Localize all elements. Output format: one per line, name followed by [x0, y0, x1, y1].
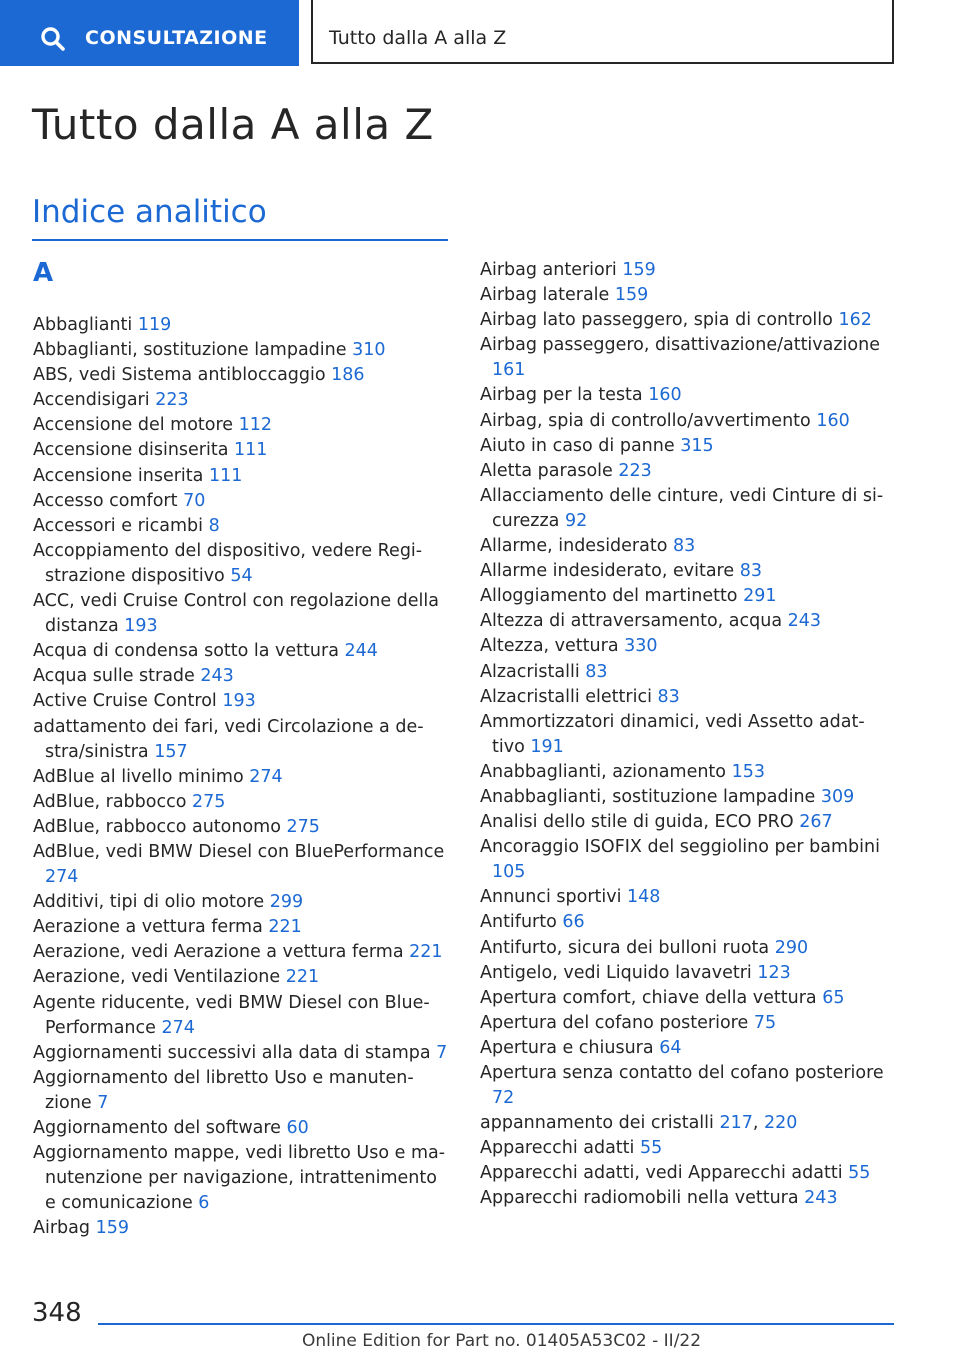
index-entry-text: Abbaglianti [33, 315, 133, 335]
page-reference-link[interactable]: 6 [198, 1193, 210, 1214]
index-entry [33, 338, 451, 363]
page-reference-link[interactable]: 243 [787, 611, 822, 632]
page-reference-link[interactable]: 223 [155, 390, 189, 411]
page-reference-link[interactable]: 83 [739, 561, 762, 582]
index-entry [33, 589, 451, 639]
index-column-right [480, 258, 890, 1212]
index-entry [480, 559, 890, 584]
index-entry-text: Aiuto in caso di panne [480, 435, 675, 456]
index-entry [480, 333, 890, 383]
page-reference-link[interactable]: 55 [848, 1163, 871, 1184]
index-entry [33, 1041, 451, 1066]
index-entry-text: Aggiornamento mappe, vedi libretto Uso e manutenzione per navigazione, intrattenimento e comunicazione [33, 1143, 446, 1214]
index-entry-text: Accessori e ricambi [33, 515, 203, 536]
index-entry-text: Acqua di condensa sotto la vettura [33, 641, 339, 662]
section-title: Indice analitico [32, 194, 267, 230]
index-entry-text: Airbag anteriori [480, 260, 617, 280]
page-reference-link[interactable]: 161 [492, 360, 526, 381]
index-entry-text: Airbag passeggero, disattivazione/attivazione [480, 335, 880, 356]
index-entry-text: Accoppiamento del dispositivo, vedere Registrazione dispositivo [33, 540, 423, 586]
page-reference-link[interactable]: 92 [564, 510, 588, 531]
index-entry-text: Apertura e chiusura [480, 1037, 654, 1058]
page-reference-link[interactable]: 83 [585, 661, 608, 682]
index-entry [480, 609, 890, 634]
index-entry [33, 489, 451, 514]
index-entry [480, 961, 890, 986]
index-entry [33, 1141, 451, 1216]
index-entry [480, 910, 890, 935]
breadcrumb-label: Tutto dalla A alla Z [329, 27, 507, 49]
page-reference-link[interactable]: 193 [124, 616, 158, 637]
index-entry [33, 840, 451, 890]
index-entry [33, 790, 451, 815]
index-entry [33, 1116, 451, 1141]
page-reference-link[interactable]: 274 [161, 1017, 195, 1038]
index-entry: appannamento dei cristalli 217, 220 [480, 1113, 798, 1134]
page-reference-link[interactable]: 223 [618, 460, 652, 481]
index-entry [480, 409, 890, 434]
index-entry-text: Alloggiamento del martinetto [480, 586, 738, 607]
index-entry-text: Apertura senza contatto del cofano posteriore [480, 1063, 884, 1083]
page-reference-link[interactable]: 55 [639, 1138, 663, 1159]
page-reference-link[interactable]: 243 [200, 666, 234, 687]
search-icon [40, 26, 66, 52]
index-entry [33, 915, 451, 940]
index-entry-text: Accensione del motore [33, 415, 234, 436]
page-reference-link[interactable]: 275 [192, 791, 226, 812]
index-entry [480, 308, 890, 333]
page-reference-link[interactable]: 160 [648, 385, 682, 406]
page-reference-link[interactable]: 191 [530, 736, 564, 757]
index-column-left [33, 313, 451, 1241]
index-entry [480, 936, 890, 961]
page-reference-link[interactable]: 119 [137, 315, 172, 335]
page-reference-link[interactable]: 291 [743, 586, 777, 607]
page-reference-link[interactable]: 267 [799, 812, 833, 833]
index-entry [480, 1061, 890, 1111]
index-entry [33, 965, 451, 990]
index-entry-text: Antifurto, sicura dei bulloni ruota [480, 937, 770, 958]
page-reference-link[interactable]: 193 [222, 691, 256, 712]
index-entry [33, 363, 451, 388]
index-entry [480, 584, 890, 609]
page-reference-link[interactable]: 7 [97, 1092, 109, 1113]
page-reference-link[interactable]: 75 [753, 1012, 777, 1033]
index-entry-text: Aggiornamento del software [33, 1118, 281, 1138]
index-letter-heading: A [33, 258, 54, 288]
page-reference-link[interactable]: 221 [285, 967, 320, 988]
index-entry-text: Apparecchi radiomobili nella vettura [480, 1188, 799, 1209]
index-entry-text: Abbaglianti, sostituzione lampadine [33, 340, 347, 361]
page-reference-link[interactable]: 159 [95, 1218, 129, 1239]
index-entry-text: Active Cruise Control [33, 691, 217, 712]
index-entry [33, 715, 451, 765]
page-reference-link[interactable]: 65 [822, 987, 845, 1008]
index-entry-text: Accendisigari [33, 390, 150, 411]
index-entry-text: Aerazione, vedi Aerazione a vettura ferma [33, 942, 404, 963]
index-entry-text: Ancoraggio ISOFIX del seggiolino per bambini [480, 837, 880, 858]
page-reference-link[interactable]: 299 [269, 892, 304, 913]
footer-divider [98, 1323, 894, 1325]
index-entry-text: Aletta parasole [480, 460, 613, 481]
page-reference-link[interactable]: 148 [627, 887, 661, 908]
index-entry [480, 1136, 890, 1161]
section-divider [32, 239, 448, 241]
index-entry-text: Altezza di attraversamento, acqua [480, 611, 783, 632]
page-reference-link[interactable]: 221 [268, 917, 302, 938]
index-entry [33, 514, 451, 539]
index-entry [480, 283, 890, 308]
page-reference-link[interactable]: 60 [286, 1118, 309, 1138]
page-reference-link[interactable]: 111 [234, 440, 268, 461]
page-number: 348 [32, 1298, 82, 1328]
page-reference-link[interactable]: 112 [238, 415, 273, 436]
index-entry [480, 835, 890, 885]
index-entry-text: Airbag, spia di controllo/avvertimento [480, 410, 811, 431]
index-entry [480, 986, 890, 1011]
index-entry [33, 639, 451, 664]
index-entry-text: Aggiornamenti successivi alla data di stampa [33, 1042, 431, 1063]
index-entry [33, 313, 451, 338]
index-entry [33, 464, 451, 489]
page-reference-link[interactable]: 186 [331, 365, 365, 386]
index-entry-text: AdBlue, rabbocco autonomo [33, 816, 281, 837]
index-entry [480, 760, 890, 785]
index-entry [480, 383, 890, 408]
index-entry-text: appannamento dei cristalli [480, 1113, 714, 1134]
index-entry-text: Annunci sportivi [480, 887, 622, 908]
index-entry-text: Acqua sulle strade [33, 666, 195, 687]
page-reference-link[interactable]: 70 [183, 490, 206, 511]
index-entry [33, 413, 451, 438]
page-reference-link[interactable]: 274 [45, 867, 79, 888]
index-entry-text: Alzacristalli [480, 661, 580, 682]
index-entry [33, 1066, 451, 1116]
page-reference-link[interactable]: 72 [492, 1088, 515, 1109]
page-reference-link[interactable]: 157 [154, 741, 188, 762]
index-entry [480, 434, 890, 459]
index-entry [480, 710, 890, 760]
index-entry-text: Anabbaglianti, sostituzione lampadine [480, 786, 816, 807]
index-entry-text: Alzacristalli elettrici [480, 686, 652, 707]
index-entry-text: Apertura del cofano posteriore [480, 1012, 749, 1033]
index-entry-text: Additivi, tipi di olio motore [33, 892, 265, 913]
index-entry-text: Airbag [33, 1218, 90, 1239]
index-entry-text: Apertura comfort, chiave della vettura [480, 987, 817, 1008]
page-reference-link[interactable]: 290 [774, 937, 809, 958]
page-reference-link[interactable]: 217 [719, 1113, 753, 1134]
page-reference-link[interactable]: 54 [230, 565, 253, 586]
index-entry [480, 810, 890, 835]
index-entry [480, 484, 890, 534]
index-entry-text: Aggiornamento del libretto Uso e manutenzione [33, 1067, 414, 1113]
breadcrumb[interactable] [311, 0, 894, 64]
index-entry-text: Aerazione, vedi Ventilazione [33, 967, 281, 988]
index-entry [33, 940, 451, 965]
index-entry [33, 388, 451, 413]
index-entry-text: Ammortizzatori dinamici, vedi Assetto adattivo [480, 711, 865, 757]
page-reference-link[interactable]: 7 [436, 1042, 448, 1063]
index-entry [480, 685, 890, 710]
index-entry [480, 1036, 890, 1061]
page-reference-link[interactable]: 275 [286, 816, 320, 837]
index-entry [480, 634, 890, 659]
index-entry-text: ABS, vedi Sistema antibloccaggio [33, 365, 326, 386]
index-entry [33, 815, 451, 840]
index-entry-text: Accesso comfort [33, 490, 178, 511]
index-entry [480, 885, 890, 910]
page-reference-link[interactable]: 330 [624, 636, 658, 657]
index-entry-text: Allarme indesiderato, evitare [480, 561, 735, 582]
page-reference-link[interactable]: 221 [409, 942, 443, 963]
page-reference-link[interactable]: 66 [562, 912, 585, 933]
index-entry [480, 258, 890, 283]
index-entry-text: Airbag per la testa [480, 385, 643, 406]
page-reference-link[interactable]: 105 [492, 862, 526, 883]
page-reference-link[interactable]: 244 [344, 641, 378, 662]
index-entry [480, 660, 890, 685]
index-entry-text: Altezza, vettura [480, 636, 619, 657]
index-entry-text: AdBlue al livello minimo [33, 766, 244, 787]
index-entry [480, 534, 890, 559]
page-reference-link[interactable]: 153 [731, 761, 765, 782]
page-title: Tutto dalla A alla Z [32, 100, 434, 149]
page-reference-link[interactable]: 160 [816, 410, 850, 431]
index-entry [33, 438, 451, 463]
page-reference-link[interactable]: 162 [838, 310, 872, 331]
index-entry-text: adattamento dei fari, vedi Circolazione a destra/sinistra [33, 716, 424, 762]
index-entry [33, 664, 451, 689]
index-entry [480, 1011, 890, 1036]
index-entry-text: Apparecchi adatti, vedi Apparecchi adatti [480, 1163, 843, 1184]
page-reference-link[interactable]: 220 [764, 1113, 798, 1134]
index-entry-text: AdBlue, vedi BMW Diesel con BluePerformance [33, 841, 445, 862]
page-reference-link[interactable]: 315 [680, 435, 714, 456]
index-entry [480, 459, 890, 484]
index-entry-text: Airbag laterale [480, 285, 610, 306]
index-entry-text: Anabbaglianti, azionamento [480, 761, 726, 782]
index-entry-text: Agente riducente, vedi BMW Diesel con BluePerformance [33, 992, 430, 1038]
page-reference-link[interactable]: 159 [622, 260, 656, 280]
index-entry-text: Accensione disinserita [33, 440, 229, 461]
index-entry [33, 890, 451, 915]
index-entry-text: Antifurto [480, 912, 557, 933]
index-entry-text: Aerazione a vettura ferma [33, 917, 263, 938]
index-entry [480, 1161, 890, 1186]
top-navigation-bar [0, 0, 960, 66]
index-entry-text: Analisi dello stile di guida, ECO PRO [480, 812, 794, 833]
index-entry-text: Airbag lato passeggero, spia di controllo [480, 310, 833, 331]
consultation-tab[interactable] [0, 0, 299, 66]
index-entry [33, 991, 451, 1041]
footer-edition-text: Online Edition for Part no. 01405A53C02 - II/22 [302, 1331, 702, 1351]
index-entry-text: ACC, vedi Cruise Control con regolazione della distanza [33, 591, 439, 637]
index-entry-text: Accensione inserita [33, 465, 204, 486]
index-entry [33, 765, 451, 790]
index-entry-text: Allarme, indesiderato [480, 536, 668, 557]
page-reference-link[interactable]: 309 [820, 786, 855, 807]
page-reference-link[interactable]: 243 [804, 1188, 838, 1209]
page-reference-link[interactable]: 64 [659, 1037, 682, 1058]
index-entry [480, 1186, 890, 1211]
index-entry-text: AdBlue, rabbocco [33, 791, 187, 812]
index-entry [480, 785, 890, 810]
page-reference-link[interactable]: 111 [208, 465, 243, 486]
consultation-tab-label: CONSULTAZIONE [85, 27, 268, 49]
page-reference-link[interactable]: 159 [614, 285, 649, 306]
page-reference-link[interactable]: 310 [352, 340, 386, 361]
index-entry [33, 689, 451, 714]
index-entry-text: Antigelo, vedi Liquido lavavetri [480, 962, 752, 983]
page-reference-link[interactable]: 83 [673, 536, 696, 557]
page-reference-link[interactable]: 83 [657, 686, 680, 707]
page-reference-link[interactable]: 274 [249, 766, 283, 787]
index-entry-text: Apparecchi adatti [480, 1138, 635, 1159]
index-entry [33, 1216, 451, 1241]
page-reference-link[interactable]: 123 [757, 962, 791, 983]
index-entry-text: Allacciamento delle cinture, vedi Cinture di sicurezza [480, 485, 884, 531]
page-reference-link[interactable]: 8 [208, 515, 220, 536]
index-entry [33, 539, 451, 589]
